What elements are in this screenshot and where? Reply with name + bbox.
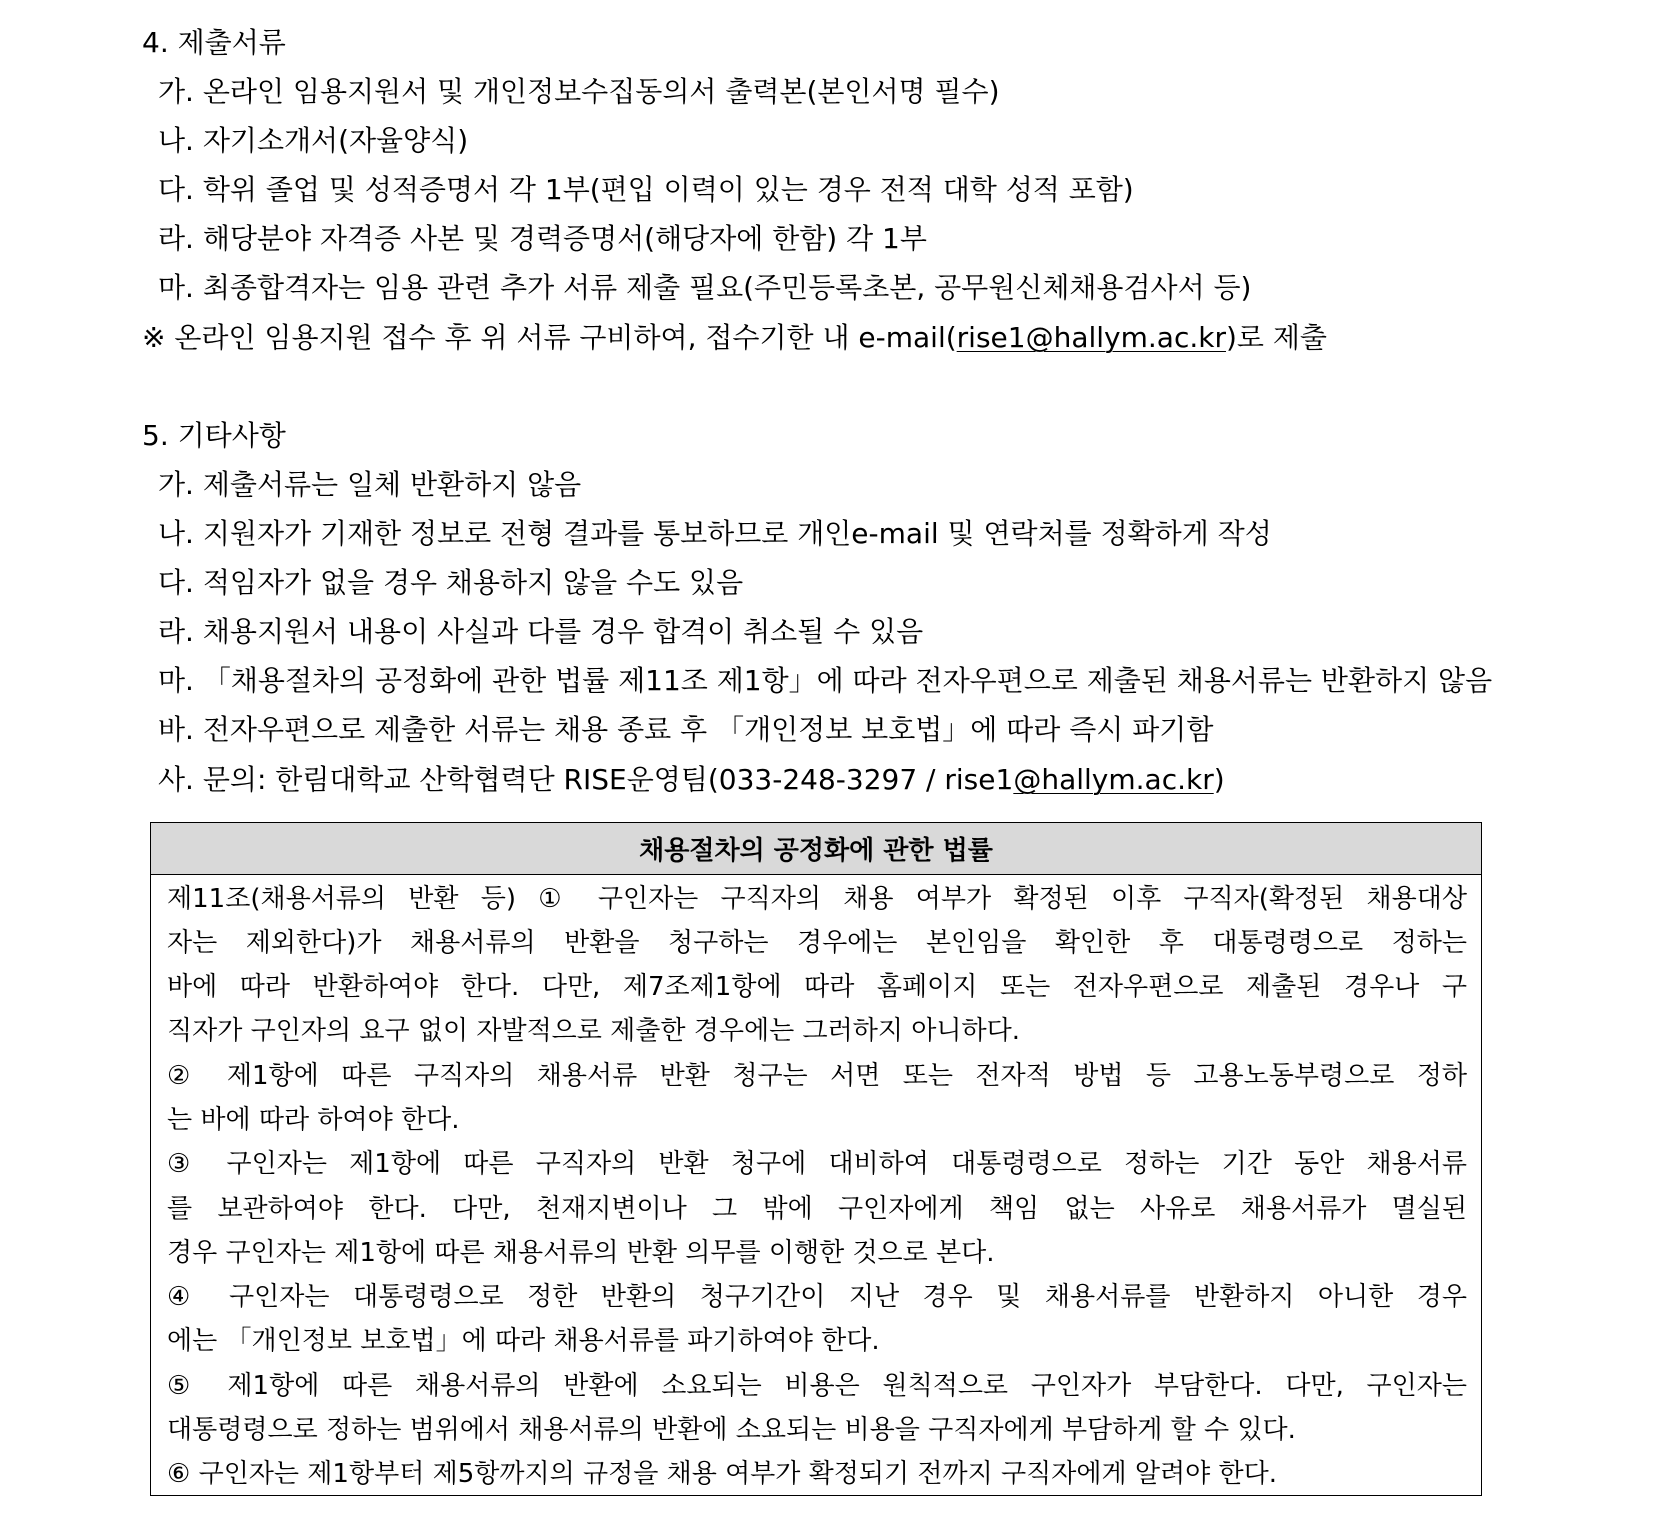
law-line: 제11조(채용서류의 반환 등) ① 구인자는 구직자의 채용 여부가 확정된 이후 구직자(확정된 채용대상: [167, 884, 1467, 914]
contact-text-after: ): [1213, 763, 1225, 796]
law-line: 대통령령으로 정하는 범위에서 채용서류의 반환에 소요되는 비용을 구직자에게 부담하게 할 수 있다.: [167, 1415, 1296, 1445]
section-4-item-na: 나. 자기소개서(자율양식): [158, 124, 469, 157]
law-line: 직자가 구인자의 요구 없이 자발적으로 제출한 경우에는 그러하지 아니하다.: [167, 1016, 1020, 1046]
law-line: ③ 구인자는 제1항에 따른 구직자의 반환 청구에 대비하여 대통령령으로 정하는 기간 동안 채용서류: [167, 1149, 1467, 1179]
law-line: ⑤ 제1항에 따른 채용서류의 반환에 소요되는 비용은 원칙적으로 구인자가 부담한다. 다만, 구인자는: [167, 1371, 1467, 1401]
section-5-item-na: 나. 지원자가 기재한 정보로 전형 결과를 통보하므로 개인e-mail 및 연락처를 정확하게 작성: [158, 517, 1272, 550]
law-excerpt-table: [150, 822, 1482, 1496]
submission-email-link[interactable]: rise1@hallym.ac.kr: [956, 321, 1226, 354]
section-5-item-ga: 가. 제출서류는 일체 반환하지 않음: [158, 468, 582, 501]
section-4-note: [142, 320, 1327, 356]
section-4-heading: 4. 제출서류: [142, 26, 286, 59]
section-4-item-ga: 가. 온라인 임용지원서 및 개인정보수집동의서 출력본(본인서명 필수): [158, 75, 1000, 108]
section-5-contact: [158, 762, 1225, 798]
contact-email-link[interactable]: @hallym.ac.kr: [1013, 763, 1214, 796]
section-5-item-ra: 라. 채용지원서 내용이 사실과 다를 경우 합격이 취소될 수 있음: [158, 615, 924, 648]
law-line: 경우 구인자는 제1항에 따른 채용서류의 반환 의무를 이행한 것으로 본다.: [167, 1238, 995, 1268]
law-line: 자는 제외한다)가 채용서류의 반환을 청구하는 경우에는 본인임을 확인한 후 대통령령으로 정하는: [167, 928, 1467, 958]
law-line: 는 바에 따라 하여야 한다.: [167, 1105, 460, 1135]
note-text-after: )로 제출: [1225, 321, 1327, 354]
law-line: 에는 「개인정보 보호법」에 따라 채용서류를 파기하여야 한다.: [167, 1326, 880, 1356]
law-line: 를 보관하여야 한다. 다만, 천재지변이나 그 밖에 구인자에게 책임 없는 사유로 채용서류가 멸실된: [167, 1194, 1467, 1224]
note-text-before: ※ 온라인 임용지원 접수 후 위 서류 구비하여, 접수기한 내 e-mail(: [142, 321, 957, 354]
section-4-item-ra: 라. 해당분야 자격증 사본 및 경력증명서(해당자에 한함) 각 1부: [158, 222, 927, 255]
law-line: ④ 구인자는 대통령령으로 정한 반환의 청구기간이 지난 경우 및 채용서류를 반환하지 아니한 경우: [167, 1282, 1467, 1312]
section-5-item-ma: 마. 「채용절차의 공정화에 관한 법률 제11조 제1항」에 따라 전자우편으로 제출된 채용서류는 반환하지 않음: [158, 664, 1493, 697]
law-line: 바에 따라 반환하여야 한다. 다만, 제7조제1항에 따라 홈페이지 또는 전자우편으로 제출된 경우나 구: [167, 972, 1467, 1002]
contact-text-before: 사. 문의: 한림대학교 산학협력단 RISE운영팀(033-248-3297 / rise1: [158, 763, 1014, 796]
section-4-item-da: 다. 학위 졸업 및 성적증명서 각 1부(편입 이력이 있는 경우 전적 대학 성적 포함): [158, 173, 1134, 206]
law-line: ⑥ 구인자는 제1항부터 제5항까지의 규정을 채용 여부가 확정되기 전까지 구직자에게 알려야 한다.: [167, 1459, 1277, 1489]
section-5-item-ba: 바. 전자우편으로 제출한 서류는 채용 종료 후 「개인정보 보호법」에 따라 즉시 파기함: [158, 713, 1214, 746]
section-5-heading: 5. 기타사항: [142, 419, 286, 452]
section-4-item-ma: 마. 최종합격자는 임용 관련 추가 서류 제출 필요(주민등록초본, 공무원신체채용검사서 등): [158, 271, 1252, 304]
law-line: ② 제1항에 따른 구직자의 채용서류 반환 청구는 서면 또는 전자적 방법 등 고용노동부령으로 정하: [167, 1061, 1467, 1091]
law-table-title: 채용절차의 공정화에 관한 법률: [151, 823, 1481, 875]
section-5-item-da: 다. 적임자가 없을 경우 채용하지 않을 수도 있음: [158, 566, 744, 599]
